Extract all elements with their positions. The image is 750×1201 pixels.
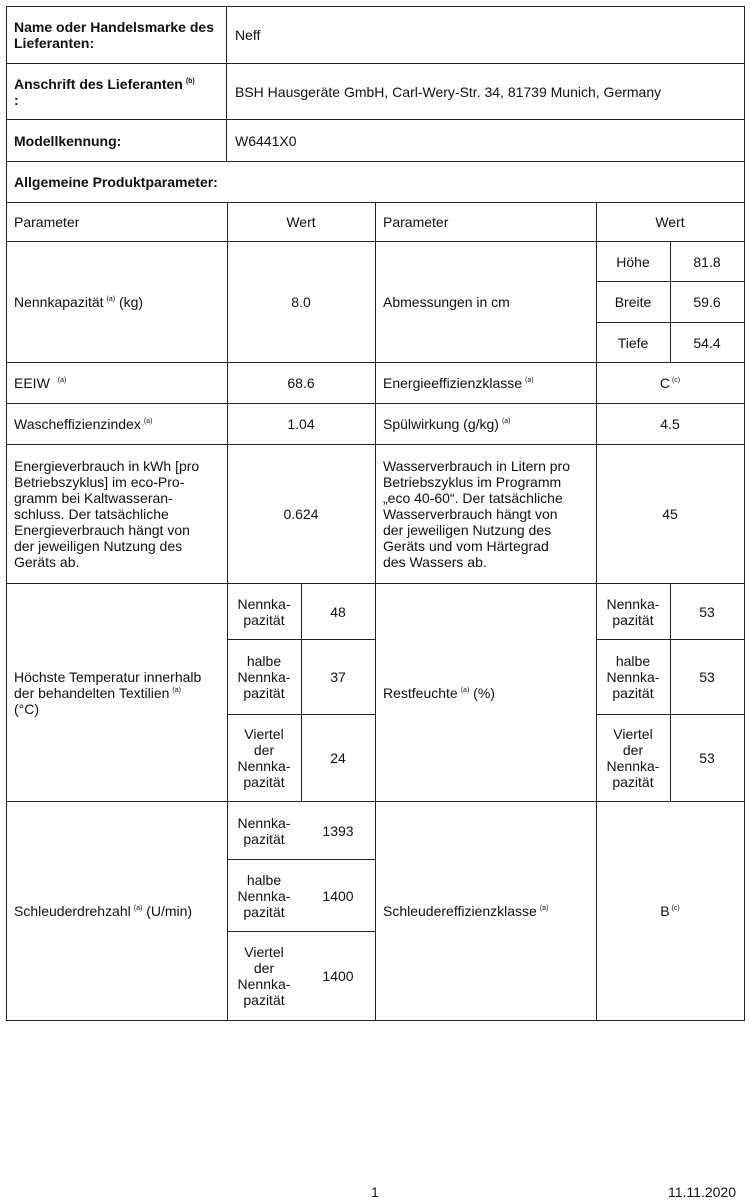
address-value xyxy=(226,63,745,120)
supplier-value-text: Neff xyxy=(235,27,261,43)
column-header-param-right-text: Parameter xyxy=(383,214,449,230)
residual-moisture-half-line: Nennka- xyxy=(606,669,660,685)
rinse-label-text: Spülwirkung (g/kg) xyxy=(383,416,499,432)
max-temp-quarter-line: Viertel xyxy=(244,726,284,742)
dimension-depth-label xyxy=(596,322,671,363)
dimension-depth-value xyxy=(670,322,745,363)
eeiw-footnote: (a) xyxy=(57,377,67,385)
energy-consumption-label xyxy=(6,444,228,584)
residual-moisture-quarter-line: pazität xyxy=(612,774,654,790)
dimension-width-value xyxy=(670,281,745,323)
max-temp-line: Höchste Temperatur innerhalb xyxy=(14,668,202,685)
wash-index-value-text: 1.04 xyxy=(287,416,315,432)
spin-speed-half-line: halbe xyxy=(246,871,282,888)
residual-moisture-unit: (%) xyxy=(473,684,495,701)
dimension-depth-label-text: Tiefe xyxy=(617,334,649,351)
spin-speed-unit: (U/min) xyxy=(146,903,193,919)
general-params-text: Allgemeine Produktparameter: xyxy=(14,174,218,190)
capacity-unit: (kg) xyxy=(118,294,144,310)
eeiw-value-text: 68.6 xyxy=(287,375,315,391)
residual-moisture-label xyxy=(375,583,597,802)
wash-index-value xyxy=(227,403,376,445)
rinse-value xyxy=(596,403,745,445)
address-footnote: (b) xyxy=(185,77,195,85)
rinse-value-text: 4.5 xyxy=(660,416,680,432)
rinse-footnote: (a) xyxy=(501,418,511,426)
capacity-label-text: Nennkapazität xyxy=(14,294,104,310)
max-temp-footnote: (a) xyxy=(172,686,181,694)
spin-class-value-text: B xyxy=(660,903,670,919)
rinse-label xyxy=(375,403,597,445)
water-consumption-value xyxy=(596,444,745,584)
energy-consumption-value xyxy=(227,444,376,584)
spin-class-label xyxy=(375,801,597,1021)
residual-moisture-full-label xyxy=(596,583,671,640)
energy-class-label-text: Energieeffizienzklasse xyxy=(383,375,523,391)
capacity-footnote: (a) xyxy=(106,296,116,304)
max-temp-full-line: pazität xyxy=(243,611,285,628)
max-temp-quarter-line: Nennka- xyxy=(237,758,291,774)
residual-moisture-quarter-line: der xyxy=(622,742,644,758)
energy-consumption-line: Energieverbrauch hängt von xyxy=(14,522,190,538)
max-temp-half-label xyxy=(227,639,302,715)
supplier-label xyxy=(6,6,227,64)
water-consumption-line: der jeweiligen Nutzung des xyxy=(383,522,552,538)
capacity-value xyxy=(227,241,376,363)
general-params-heading xyxy=(6,161,745,203)
energy-consumption-line: schluss. Der tatsächliche xyxy=(14,506,169,522)
spin-speed-quarter-line: Viertel xyxy=(244,944,284,960)
supplier-label-text: Name oder Handelsmarke des Lieferanten: xyxy=(14,19,214,51)
spin-class-value-footnote: (c) xyxy=(671,905,680,913)
max-temp-label xyxy=(6,583,228,802)
eeiw-label-text: EEIW xyxy=(14,375,50,391)
energy-class-value-text: C xyxy=(659,375,670,391)
energy-class-value xyxy=(596,362,745,404)
eeiw-label xyxy=(6,362,228,404)
energy-consumption-value-text: 0.624 xyxy=(283,506,319,522)
spin-class-value xyxy=(596,801,745,1021)
column-header-value-left-text: Wert xyxy=(286,214,316,230)
residual-moisture-quarter-value xyxy=(670,714,745,802)
column-header-value-right xyxy=(596,202,745,242)
spin-speed-full-line: Nennka- xyxy=(237,814,291,831)
wash-index-label xyxy=(6,403,228,445)
spin-speed-half-line: pazität xyxy=(243,903,285,920)
energy-class-footnote: (a) xyxy=(525,377,534,385)
energy-consumption-line: Geräts ab. xyxy=(14,554,80,570)
dimension-height-value xyxy=(670,241,745,282)
water-consumption-line: Wasserverbrauch hängt von xyxy=(383,506,558,522)
wash-index-footnote: (a) xyxy=(143,418,153,426)
capacity-label xyxy=(6,241,228,363)
residual-moisture-half-value-text: 53 xyxy=(699,669,715,685)
spin-speed-half-value: 1400 xyxy=(322,887,354,904)
max-temp-full-value-text: 48 xyxy=(330,603,346,620)
address-label-text: Anschrift des Lieferanten xyxy=(14,75,183,92)
residual-moisture-quarter-line: Viertel xyxy=(613,726,653,742)
spin-speed-quarter xyxy=(227,931,376,1021)
spin-speed-half-line: Nennka- xyxy=(237,887,291,904)
max-temp-half-value-text: 37 xyxy=(330,669,346,685)
spin-speed-half xyxy=(227,859,376,932)
water-consumption-line: „eco 40-60“. Der tatsächliche xyxy=(383,490,563,506)
water-consumption-line: Geräts und vom Härtegrad xyxy=(383,538,549,554)
max-temp-line: der behandelten Textilien xyxy=(14,684,170,701)
supplier-value xyxy=(226,6,745,64)
model-label xyxy=(6,119,227,162)
dimension-height-value-text: 81.8 xyxy=(693,253,721,270)
residual-moisture-half-value xyxy=(670,639,745,715)
residual-moisture-quarter-value-text: 53 xyxy=(699,750,715,766)
residual-moisture-full-line: Nennka- xyxy=(606,595,660,612)
max-temp-line: (°C) xyxy=(14,700,40,717)
max-temp-quarter-line: pazität xyxy=(243,774,285,790)
address-label xyxy=(6,63,227,120)
spin-speed-full-line: pazität xyxy=(243,830,285,847)
dimension-depth-value-text: 54.4 xyxy=(693,334,721,351)
residual-moisture-full-line: pazität xyxy=(612,611,654,628)
energy-class-value-footnote: (c) xyxy=(671,377,681,385)
spin-speed-quarter-value: 1400 xyxy=(322,968,354,984)
column-header-value-right-text: Wert xyxy=(655,214,685,230)
column-header-value-left xyxy=(227,202,376,242)
spin-speed-quarter-line: pazität xyxy=(243,992,285,1008)
page-number: 1 xyxy=(371,1184,379,1200)
model-value-text: W6441X0 xyxy=(235,132,297,149)
residual-moisture-quarter-label xyxy=(596,714,671,802)
dimension-width-value-text: 59.6 xyxy=(693,294,721,310)
spin-speed-quarter-line: der xyxy=(253,960,275,976)
water-consumption-line: Betriebszyklus im Programm xyxy=(383,474,562,490)
max-temp-quarter-value xyxy=(301,714,376,802)
dimension-height-label-text: Höhe xyxy=(616,253,650,270)
residual-moisture-half-label xyxy=(596,639,671,715)
wash-index-label-text: Wascheffizienzindex xyxy=(14,416,141,432)
column-header-param-left xyxy=(6,202,228,242)
spin-speed-label-text: Schleuderdrehzahl xyxy=(14,903,131,919)
model-value xyxy=(226,119,745,162)
dimensions-label-text: Abmessungen in cm xyxy=(383,294,510,310)
max-temp-half-line: Nennka- xyxy=(237,669,291,685)
spin-speed-footnote: (a) xyxy=(133,905,143,913)
max-temp-full-label xyxy=(227,583,302,640)
water-consumption-line: Wasserverbrauch in Litern pro xyxy=(383,458,571,474)
capacity-value-text: 8.0 xyxy=(291,294,311,310)
dimension-width-label-text: Breite xyxy=(614,294,652,310)
eeiw-value xyxy=(227,362,376,404)
spin-speed-quarter-line: Nennka- xyxy=(237,976,291,992)
water-consumption-line: des Wassers ab. xyxy=(383,554,487,570)
max-temp-half-line: pazität xyxy=(243,685,285,701)
water-consumption-label xyxy=(375,444,597,584)
dimension-width-label xyxy=(596,281,671,323)
document-date: 11.11.2020 xyxy=(668,1184,736,1200)
residual-moisture-footnote: (a) xyxy=(460,686,470,694)
max-temp-half-line: halbe xyxy=(246,653,282,669)
spin-class-label-text: Schleudereffizienzklasse xyxy=(383,903,537,919)
energy-class-label xyxy=(375,362,597,404)
spin-speed-full-value: 1393 xyxy=(322,822,354,839)
column-header-param-left-text: Parameter xyxy=(14,214,80,230)
dimension-height-label xyxy=(596,241,671,282)
water-consumption-value-text: 45 xyxy=(662,506,678,522)
energy-consumption-line: der jeweiligen Nutzung des xyxy=(14,538,183,554)
max-temp-quarter-value-text: 24 xyxy=(330,750,346,766)
residual-moisture-half-line: pazität xyxy=(612,685,654,701)
model-label-text: Modellkennung: xyxy=(14,132,122,149)
energy-consumption-line: gramm bei Kaltwasseran- xyxy=(14,490,173,506)
max-temp-quarter-label xyxy=(227,714,302,802)
residual-moisture-full-value-text: 53 xyxy=(699,603,715,620)
energy-consumption-line: Energieverbrauch in kWh [pro xyxy=(14,458,200,474)
spin-speed-label xyxy=(6,801,228,1021)
energy-consumption-line: Betriebszyklus] im eco-Pro- xyxy=(14,474,185,490)
residual-moisture-half-line: halbe xyxy=(615,653,651,669)
column-header-param-right xyxy=(375,202,597,242)
spin-speed-full xyxy=(227,801,376,860)
address-value-text: BSH Hausgeräte GmbH, Carl-Wery-Str. 34, 81739 Munich, Germany xyxy=(235,83,662,100)
spin-class-footnote: (a) xyxy=(539,905,549,913)
dimensions-label xyxy=(375,241,597,363)
address-colon: : xyxy=(14,91,19,108)
residual-moisture-label-text: Restfeuchte xyxy=(383,684,458,701)
residual-moisture-full-value xyxy=(670,583,745,640)
residual-moisture-quarter-line: Nennka- xyxy=(606,758,660,774)
max-temp-full-line: Nennka- xyxy=(237,595,291,612)
max-temp-quarter-line: der xyxy=(253,742,275,758)
max-temp-full-value xyxy=(301,583,376,640)
max-temp-half-value xyxy=(301,639,376,715)
